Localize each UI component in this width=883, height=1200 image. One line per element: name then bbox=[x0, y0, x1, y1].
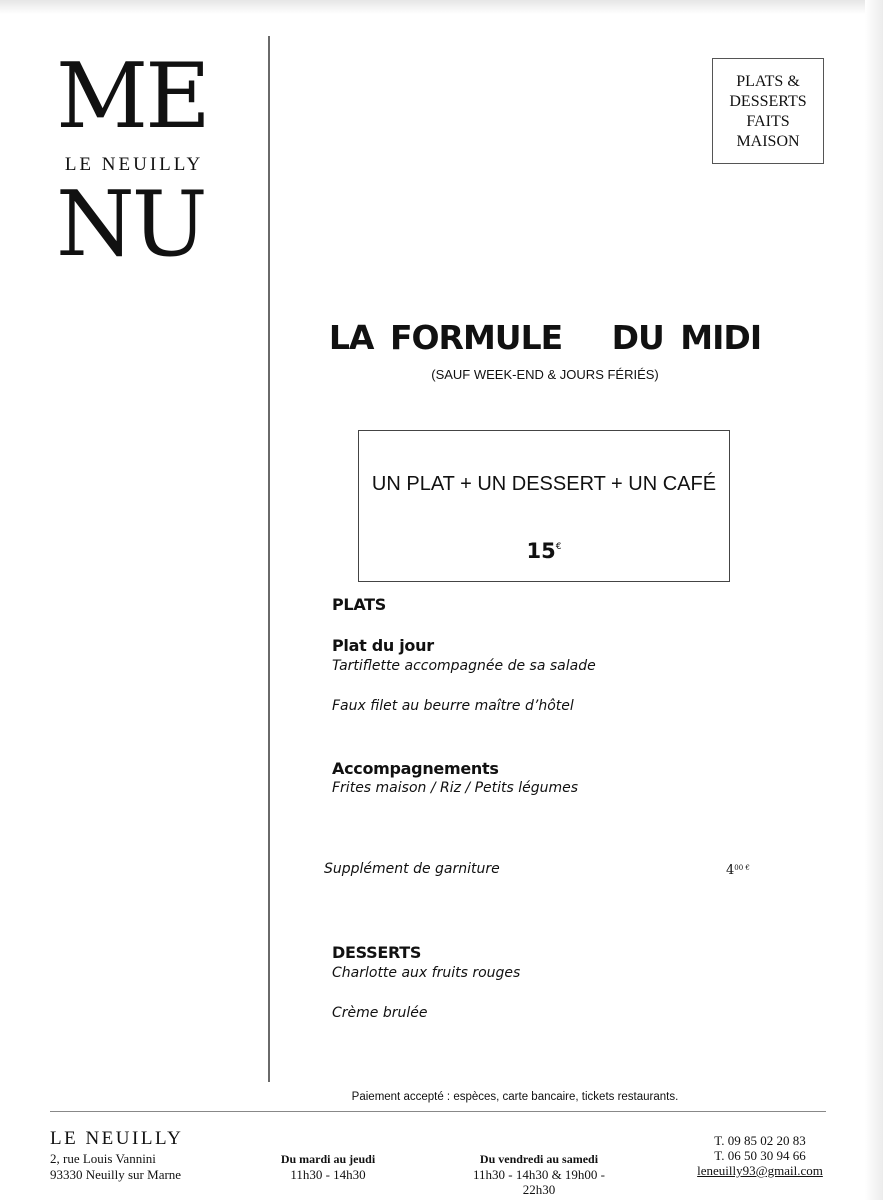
hours-weekday-title: Du mardi au jeudi bbox=[280, 1152, 376, 1166]
plat-item: Faux filet au beurre maître d’hôtel bbox=[332, 698, 574, 714]
phone-number: T. 09 85 02 20 83 bbox=[714, 1133, 806, 1148]
footer-restaurant-name: LE NEUILLY bbox=[50, 1128, 184, 1149]
right-shadow bbox=[865, 0, 883, 1200]
desserts-heading: DESSERTS bbox=[332, 943, 422, 962]
hours-weekend-times: 11h30 - 14h30 & 19h00 - bbox=[472, 1167, 606, 1182]
fait-maison-badge bbox=[712, 58, 824, 164]
supplement-price-cents: 00 € bbox=[734, 864, 750, 872]
formule-title: LA FORMULE DU MIDI bbox=[328, 318, 762, 357]
plats-heading: PLATS bbox=[332, 595, 387, 614]
dessert-item: Charlotte aux fruits rouges bbox=[332, 965, 521, 981]
plat-du-jour-heading: Plat du jour bbox=[332, 636, 434, 655]
accompagnement-item: Frites maison / Riz / Petits légumes bbox=[332, 780, 579, 796]
footer-contact bbox=[670, 1133, 850, 1178]
address-line: 93330 Neuilly sur Marne bbox=[50, 1167, 182, 1182]
hours-weekend bbox=[455, 1152, 623, 1197]
formule-box bbox=[358, 430, 730, 582]
hours-weekend-times: 22h30 bbox=[522, 1182, 556, 1197]
supplement-price-value: 4 bbox=[726, 863, 735, 878]
price-currency: € bbox=[555, 542, 562, 552]
badge-line: MAISON bbox=[736, 133, 800, 150]
email-link[interactable]: leneuilly93@gmail.com bbox=[697, 1163, 823, 1178]
supplement-label: Supplément de garniture bbox=[324, 861, 500, 877]
top-shadow bbox=[0, 0, 883, 14]
supplement-price bbox=[726, 863, 750, 878]
formule-price bbox=[359, 539, 729, 563]
badge-line: FAITS bbox=[746, 113, 790, 130]
accompagnements-heading: Accompagnements bbox=[332, 759, 499, 778]
phone-number: T. 06 50 30 94 66 bbox=[714, 1148, 806, 1163]
badge-line: DESSERTS bbox=[729, 93, 807, 110]
badge-line: PLATS & bbox=[736, 73, 800, 90]
hours-weekday bbox=[258, 1152, 398, 1182]
price-value: 15 bbox=[526, 539, 556, 563]
vertical-divider bbox=[268, 36, 270, 1082]
plat-item: Tartiflette accompagnée de sa salade bbox=[332, 658, 596, 674]
footer-divider bbox=[50, 1111, 826, 1112]
address-line: 2, rue Louis Vannini bbox=[50, 1151, 156, 1166]
logo-subtitle: LE NEUILLY bbox=[64, 154, 204, 175]
hours-weekday-times: 11h30 - 14h30 bbox=[290, 1167, 366, 1182]
formule-subtitle: (SAUF WEEK-END & JOURS FÉRIÉS) bbox=[431, 367, 659, 382]
payment-methods: Paiement accepté : espèces, carte bancaire, tickets restaurants. bbox=[351, 1091, 679, 1103]
footer-address bbox=[50, 1151, 181, 1183]
dessert-item: Crème brulée bbox=[332, 1005, 428, 1021]
formule-offer: UN PLAT + UN DESSERT + UN CAFÉ bbox=[371, 473, 717, 495]
hours-weekend-title: Du vendredi au samedi bbox=[479, 1152, 599, 1166]
logo-nu: NU bbox=[56, 172, 205, 277]
logo-me: ME bbox=[56, 44, 208, 149]
